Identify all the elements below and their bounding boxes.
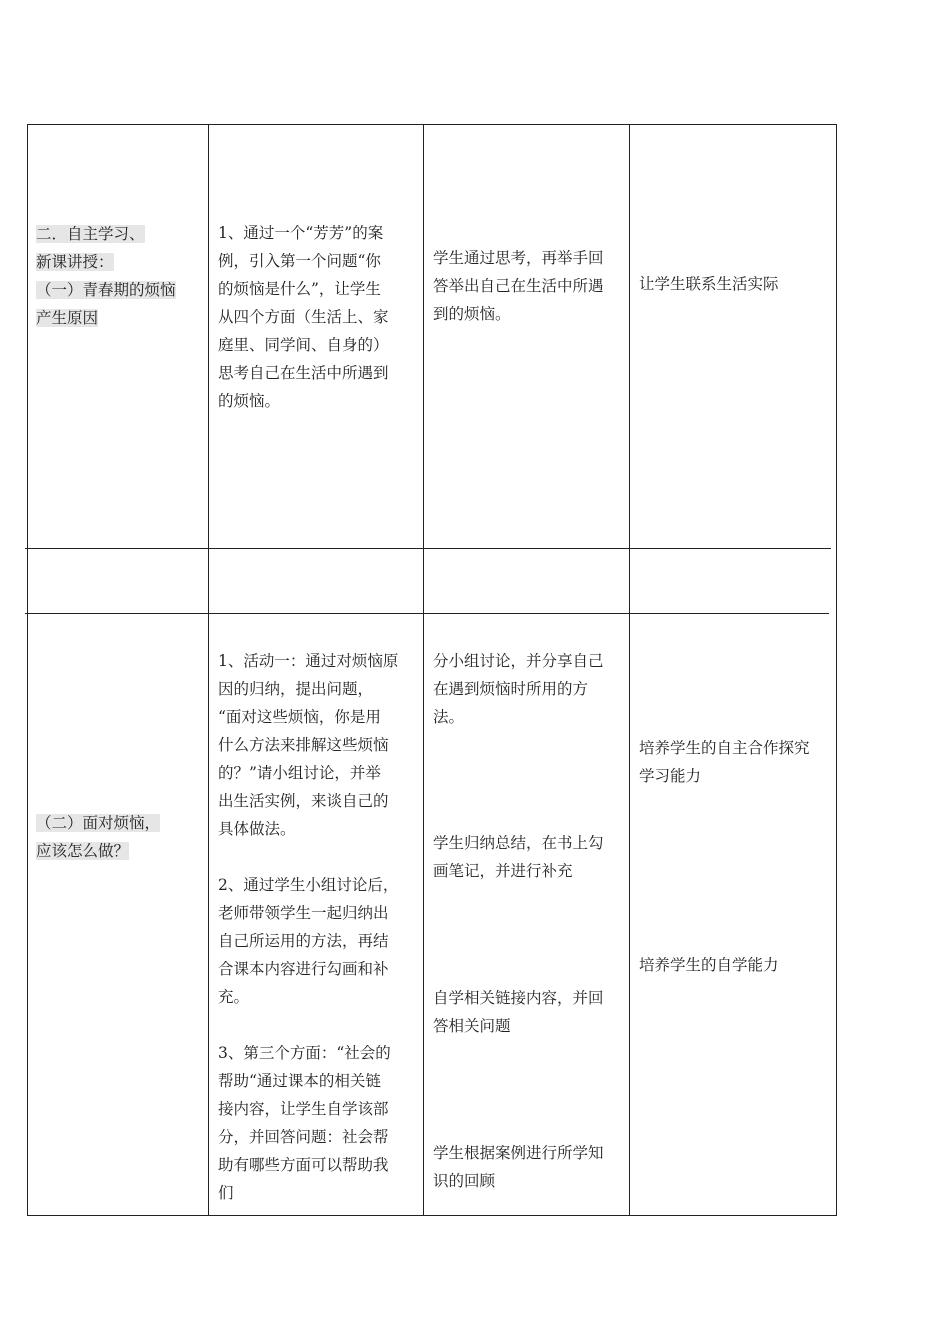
text-line: “面对这些烦恼，你是用 bbox=[218, 708, 381, 726]
section-2-purpose-1 bbox=[639, 734, 834, 790]
text-line: 的？”请小组讨论，并举 bbox=[218, 764, 381, 782]
text-line: 例，引入第一个问题“你 bbox=[218, 252, 381, 270]
heading-line: 应该怎么做？ bbox=[36, 842, 130, 860]
table-border-left bbox=[27, 124, 28, 1216]
text-line: 从四个方面（生活上、家 bbox=[218, 308, 389, 326]
section-2-student-activity-4 bbox=[433, 1139, 628, 1195]
section-1-teacher-activity bbox=[218, 219, 418, 415]
column-divider-2 bbox=[423, 124, 424, 1216]
text-line: 到的烦恼。 bbox=[433, 305, 511, 323]
row-divider-1 bbox=[25, 548, 831, 549]
section-2-heading bbox=[36, 809, 204, 865]
text-line: 学生根据案例进行所学知 bbox=[433, 1144, 604, 1162]
text-line: 具体做法。 bbox=[218, 820, 296, 838]
section-2-student-activity-3 bbox=[433, 984, 628, 1040]
section-1-purpose bbox=[639, 270, 834, 298]
section-2-purpose-2 bbox=[639, 951, 834, 979]
text-line: 们 bbox=[218, 1184, 234, 1202]
text-line: 分小组讨论，并分享自己 bbox=[433, 652, 604, 670]
text-line: 的烦恼是什么”，让学生 bbox=[218, 280, 381, 298]
text-line: 法。 bbox=[433, 708, 465, 726]
section-2-student-activity-1 bbox=[433, 647, 628, 731]
table-border-top bbox=[27, 124, 837, 125]
heading-line: （一）青春期的烦恼 bbox=[36, 281, 176, 299]
text-line: 合课本内容进行勾画和补 bbox=[218, 960, 389, 978]
text-line: 出生活实例，来谈自己的 bbox=[218, 792, 389, 810]
text-line: 学生归纳总结，在书上勾 bbox=[433, 834, 604, 852]
text-line: 培养学生的自主合作探究 bbox=[639, 739, 810, 757]
column-divider-3 bbox=[629, 124, 630, 1216]
text-line: 1、活动一：通过对烦恼原 bbox=[218, 652, 399, 670]
text-line: 识的回顾 bbox=[433, 1172, 496, 1190]
row-divider-2 bbox=[25, 613, 829, 614]
section-1-student-activity bbox=[433, 244, 628, 328]
text-line: 接内容，让学生自学该部 bbox=[218, 1100, 389, 1118]
heading-line: 二．自主学习、 bbox=[36, 225, 145, 243]
text-line: 帮助“通过课本的相关链 bbox=[218, 1072, 381, 1090]
heading-line: 新课讲授： bbox=[36, 253, 114, 271]
heading-line: 产生原因 bbox=[36, 309, 99, 327]
text-line: 自学相关链接内容，并回 bbox=[433, 989, 604, 1007]
text-line: 答相关问题 bbox=[433, 1017, 511, 1035]
heading-line: （二）面对烦恼， bbox=[36, 814, 161, 832]
text-line: 什么方法来排解这些烦恼 bbox=[218, 736, 389, 754]
text-line: 学习能力 bbox=[639, 767, 702, 785]
section-2-student-activity-2 bbox=[433, 829, 628, 885]
text-line: 画笔记，并进行补充 bbox=[433, 862, 573, 880]
text-line: 学生通过思考，再举手回 bbox=[433, 249, 604, 267]
text-line: 1、通过一个“芳芳”的案 bbox=[218, 224, 384, 242]
lesson-table bbox=[27, 124, 837, 1216]
text-line: 让学生联系生活实际 bbox=[639, 275, 779, 293]
text-line: 3、第三个方面：“社会的 bbox=[218, 1044, 391, 1062]
table-border-right bbox=[836, 124, 837, 1216]
text-line: 充。 bbox=[218, 988, 250, 1006]
table-border-bottom bbox=[27, 1215, 837, 1216]
section-2-teacher-activity bbox=[218, 647, 418, 1207]
section-1-heading bbox=[36, 220, 204, 332]
text-line: 老师带领学生一起归纳出 bbox=[218, 904, 389, 922]
text-line: 的烦恼。 bbox=[218, 392, 281, 410]
text-line: 自己所运用的方法，再结 bbox=[218, 932, 389, 950]
text-line: 助有哪些方面可以帮助我 bbox=[218, 1156, 389, 1174]
text-line: 庭里、同学间、自身的） bbox=[218, 336, 389, 354]
text-line: 在遇到烦恼时所用的方 bbox=[433, 680, 589, 698]
column-divider-1 bbox=[208, 124, 209, 1216]
text-line: 答举出自己在生活中所遇 bbox=[433, 277, 604, 295]
text-line: 思考自己在生活中所遇到 bbox=[218, 364, 389, 382]
text-line: 因的归纳，提出问题， bbox=[218, 680, 374, 698]
text-line: 2、通过学生小组讨论后， bbox=[218, 876, 399, 894]
text-line: 分，并回答问题：社会帮 bbox=[218, 1128, 389, 1146]
text-line: 培养学生的自学能力 bbox=[639, 956, 779, 974]
